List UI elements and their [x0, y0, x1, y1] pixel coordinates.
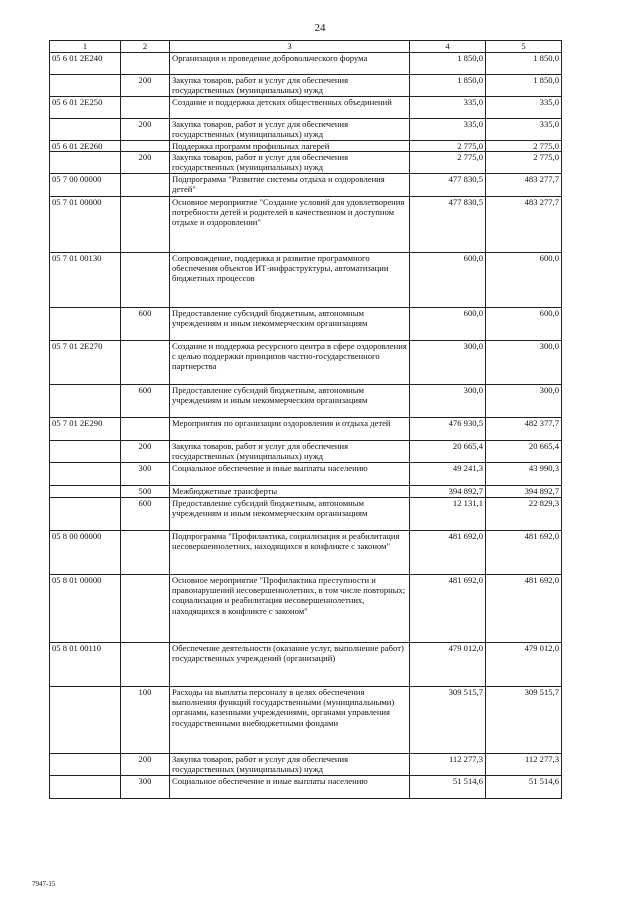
row-amount-col4: 476 930,5 [410, 418, 486, 441]
row-amount-col5: 1 850,0 [486, 53, 562, 75]
row-expense-type: 600 [121, 385, 170, 418]
row-code [50, 152, 121, 174]
row-amount-col5: 22 829,3 [486, 498, 562, 531]
row-expense-type [121, 174, 170, 197]
row-expense-type [121, 531, 170, 575]
row-amount-col4: 481 692,0 [410, 531, 486, 575]
table-row [50, 197, 562, 253]
row-expense-type [121, 97, 170, 119]
row-name: Закупка товаров, работ и услуг для обеспечения государственных (муниципальных) нужд [170, 441, 410, 463]
row-code [50, 463, 121, 486]
row-amount-col5: 481 692,0 [486, 575, 562, 643]
row-amount-col5: 309 515,7 [486, 687, 562, 754]
row-amount-col5: 335,0 [486, 119, 562, 141]
row-amount-col4: 51 514,6 [410, 776, 486, 799]
row-code: 05 7 01 2E290 [50, 418, 121, 441]
row-amount-col4: 1 850,0 [410, 75, 486, 97]
row-amount-col4: 49 241,3 [410, 463, 486, 486]
row-code [50, 776, 121, 799]
row-expense-type: 100 [121, 687, 170, 754]
row-amount-col4: 12 131,1 [410, 498, 486, 531]
row-expense-type: 200 [121, 119, 170, 141]
table-row [50, 575, 562, 643]
page-number: 24 [314, 22, 326, 34]
table-row [50, 754, 562, 776]
table-body [50, 53, 562, 799]
row-name: Закупка товаров, работ и услуг для обеспечения государственных (муниципальных) нужд [170, 754, 410, 776]
table-row [50, 441, 562, 463]
row-code: 05 7 01 00000 [50, 197, 121, 253]
table-row [50, 308, 562, 341]
row-name: Подпрограмма "Развитие системы отдыха и оздоровления детей" [170, 174, 410, 197]
row-amount-col4: 335,0 [410, 119, 486, 141]
row-amount-col5: 112 277,3 [486, 754, 562, 776]
row-amount-col4: 600,0 [410, 253, 486, 308]
row-code: 05 6 01 2E250 [50, 97, 121, 119]
row-amount-col4: 479 012,0 [410, 643, 486, 687]
row-amount-col5: 600,0 [486, 253, 562, 308]
row-amount-col5: 483 277,7 [486, 174, 562, 197]
row-code [50, 441, 121, 463]
row-amount-col4: 2 775,0 [410, 141, 486, 152]
row-expense-type [121, 141, 170, 152]
row-code [50, 385, 121, 418]
row-name: Поддержка программ профильных лагерей [170, 141, 410, 152]
table-row [50, 498, 562, 531]
row-name: Предоставление субсидий бюджетным, автономным учреждениям и иным некоммерческим организациям [170, 308, 410, 341]
column-header-1: 1 [50, 41, 121, 53]
row-name: Основное мероприятие "Профилактика преступности и правонарушений несовершеннолетних, в том числе повторных; социализация и реабилитация несовершеннолетних, находящихся в конфликте с законом" [170, 575, 410, 643]
row-name: Предоставление субсидий бюджетным, автономным учреждениям и иным некоммерческим организациям [170, 385, 410, 418]
row-expense-type [121, 575, 170, 643]
row-code: 05 6 01 2E240 [50, 53, 121, 75]
row-expense-type: 300 [121, 776, 170, 799]
row-name: Закупка товаров, работ и услуг для обеспечения государственных (муниципальных) нужд [170, 152, 410, 174]
row-expense-type: 200 [121, 754, 170, 776]
row-amount-col4: 600,0 [410, 308, 486, 341]
row-name: Создание и поддержка ресурсного центра в сфере оздоровления с целью поддержки принципов частно-государственного партнерства [170, 341, 410, 385]
row-amount-col4: 112 277,3 [410, 754, 486, 776]
table-row [50, 97, 562, 119]
footer-code: 7947-15 [32, 880, 56, 888]
row-code: 05 7 01 2E270 [50, 341, 121, 385]
row-amount-col5: 20 665,4 [486, 441, 562, 463]
row-amount-col5: 300,0 [486, 385, 562, 418]
column-header-2: 2 [121, 41, 170, 53]
row-amount-col4: 394 892,7 [410, 486, 486, 498]
row-expense-type: 600 [121, 308, 170, 341]
row-expense-type: 600 [121, 498, 170, 531]
row-amount-col5: 300,0 [486, 341, 562, 385]
row-expense-type [121, 253, 170, 308]
row-name: Социальное обеспечение и иные выплаты населению [170, 463, 410, 486]
table-row [50, 253, 562, 308]
row-amount-col4: 300,0 [410, 341, 486, 385]
row-amount-col5: 481 692,0 [486, 531, 562, 575]
row-amount-col5: 600,0 [486, 308, 562, 341]
row-amount-col4: 300,0 [410, 385, 486, 418]
row-name: Закупка товаров, работ и услуг для обеспечения государственных (муниципальных) нужд [170, 119, 410, 141]
row-amount-col5: 2 775,0 [486, 152, 562, 174]
table-row [50, 486, 562, 498]
table-row [50, 119, 562, 141]
row-code: 05 7 01 00130 [50, 253, 121, 308]
row-name: Мероприятия по организации оздоровления и отдыха детей [170, 418, 410, 441]
row-code: 05 8 01 00110 [50, 643, 121, 687]
row-amount-col4: 477 830,5 [410, 197, 486, 253]
row-name: Межбюджетные трансферты [170, 486, 410, 498]
row-amount-col5: 43 990,3 [486, 463, 562, 486]
column-header-3: 3 [170, 41, 410, 53]
table-row [50, 174, 562, 197]
row-amount-col5: 479 012,0 [486, 643, 562, 687]
row-name: Социальное обеспечение и иные выплаты населению [170, 776, 410, 799]
row-name: Закупка товаров, работ и услуг для обеспечения государственных (муниципальных) нужд [170, 75, 410, 97]
table-row [50, 75, 562, 97]
row-amount-col4: 335,0 [410, 97, 486, 119]
row-amount-col5: 2 775,0 [486, 141, 562, 152]
row-amount-col5: 335,0 [486, 97, 562, 119]
row-expense-type [121, 53, 170, 75]
budget-table [49, 40, 562, 799]
row-amount-col4: 1 850,0 [410, 53, 486, 75]
row-name: Организация и проведение добровольческого форума [170, 53, 410, 75]
row-amount-col5: 394 892,7 [486, 486, 562, 498]
row-name: Сопровождение, поддержка и развитие программного обеспечения объектов ИТ-инфраструктуры, автоматизации бюджетных процессов [170, 253, 410, 308]
row-code: 05 7 00 00000 [50, 174, 121, 197]
table-row [50, 687, 562, 754]
row-expense-type: 200 [121, 75, 170, 97]
row-expense-type [121, 643, 170, 687]
row-code [50, 119, 121, 141]
row-expense-type [121, 197, 170, 253]
row-expense-type: 200 [121, 152, 170, 174]
row-amount-col5: 482 377,7 [486, 418, 562, 441]
row-code [50, 754, 121, 776]
table-row [50, 53, 562, 75]
row-expense-type [121, 341, 170, 385]
table-row [50, 341, 562, 385]
row-code [50, 486, 121, 498]
row-code [50, 75, 121, 97]
header-row [50, 41, 562, 53]
column-header-4: 4 [410, 41, 486, 53]
row-amount-col4: 477 830,5 [410, 174, 486, 197]
table-row [50, 531, 562, 575]
column-header-5: 5 [486, 41, 562, 53]
table-row [50, 385, 562, 418]
row-amount-col5: 51 514,6 [486, 776, 562, 799]
row-name: Предоставление субсидий бюджетным, автономным учреждениям и иным некоммерческим организациям [170, 498, 410, 531]
row-amount-col4: 309 515,7 [410, 687, 486, 754]
row-expense-type: 200 [121, 441, 170, 463]
row-amount-col5: 483 277,7 [486, 197, 562, 253]
table-row [50, 152, 562, 174]
row-amount-col4: 481 692,0 [410, 575, 486, 643]
row-expense-type: 500 [121, 486, 170, 498]
row-code: 05 8 00 00000 [50, 531, 121, 575]
table-row [50, 463, 562, 486]
row-name: Основное мероприятие "Создание условий для удовлетворения потребности детей и родителей в качественном и доступном отдыхе и оздоровлении" [170, 197, 410, 253]
row-name: Подпрограмма "Профилактика, социализация и реабилитация несовершеннолетних, находящихся в конфликте с законом" [170, 531, 410, 575]
row-code [50, 687, 121, 754]
row-expense-type [121, 418, 170, 441]
row-code: 05 6 01 2E260 [50, 141, 121, 152]
table-row [50, 141, 562, 152]
row-code [50, 308, 121, 341]
row-name: Обеспечение деятельности (оказание услуг, выполнение работ) государственных учреждений (организаций) [170, 643, 410, 687]
row-amount-col5: 1 850,0 [486, 75, 562, 97]
table-row [50, 643, 562, 687]
row-name: Создание и поддержка детских общественных объединений [170, 97, 410, 119]
row-code: 05 8 01 00000 [50, 575, 121, 643]
table-row [50, 776, 562, 799]
row-amount-col4: 20 665,4 [410, 441, 486, 463]
table-row [50, 418, 562, 441]
row-amount-col4: 2 775,0 [410, 152, 486, 174]
row-code [50, 498, 121, 531]
row-name: Расходы на выплаты персоналу в целях обеспечения выполнения функций государственными (муниципальными) органами, казенными учреждениями, органами управления государственными внебюджетными фондами [170, 687, 410, 754]
row-expense-type: 300 [121, 463, 170, 486]
